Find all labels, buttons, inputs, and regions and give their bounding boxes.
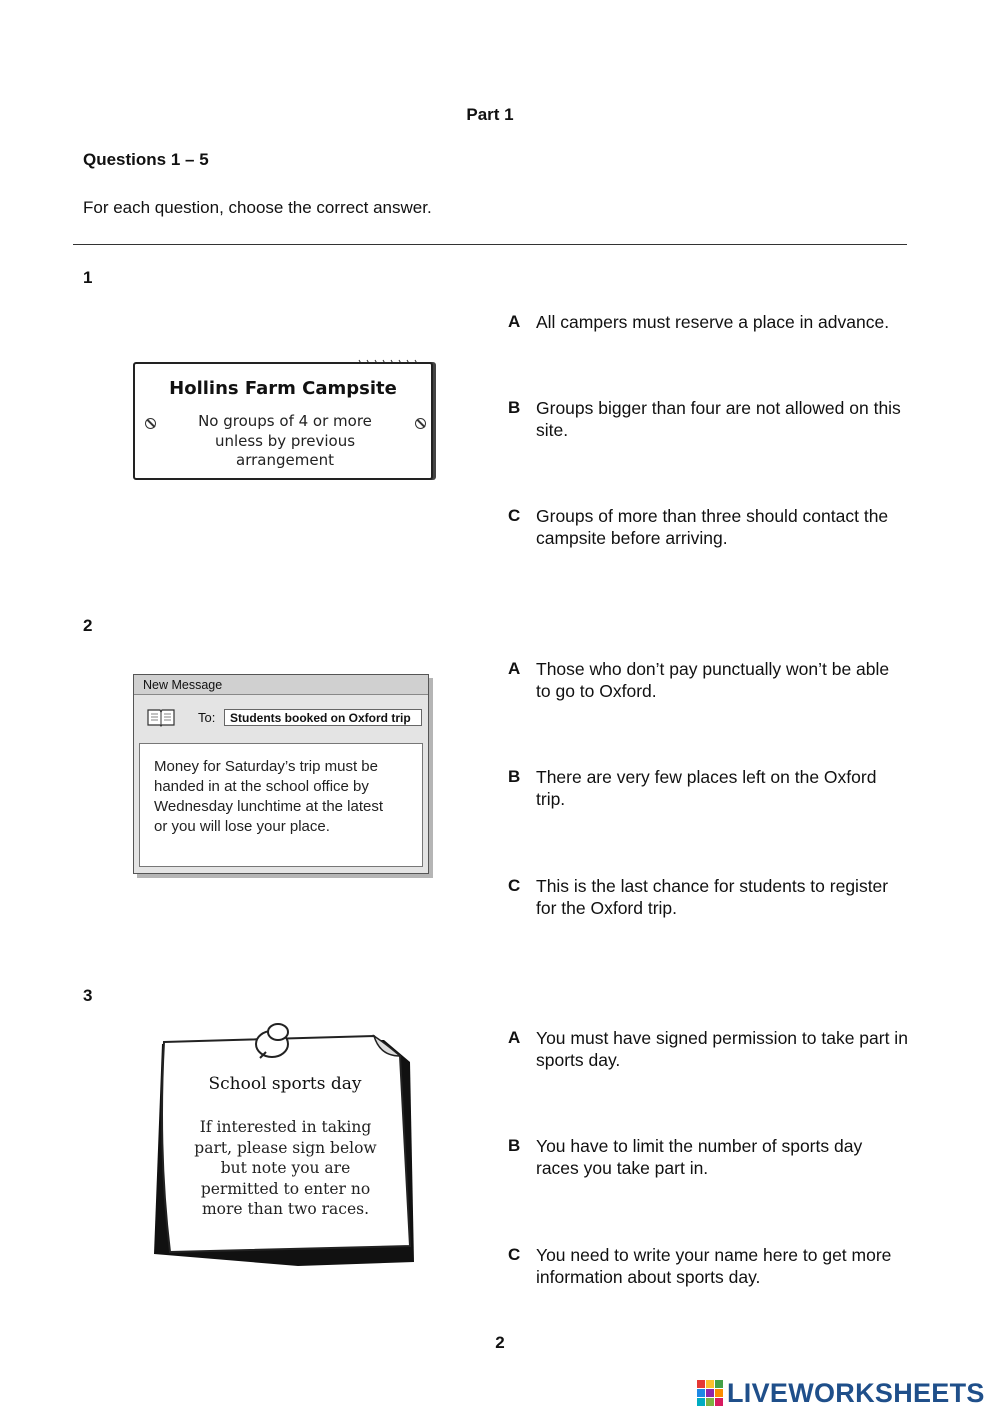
- option-3c[interactable]: [508, 1244, 908, 1288]
- email-message: [133, 674, 429, 874]
- notice-title: School sports day: [208, 1074, 362, 1094]
- logo-square: [706, 1389, 714, 1397]
- option-text: You must have signed permission to take part in sports day.: [536, 1028, 908, 1070]
- logo-square: [697, 1389, 705, 1397]
- logo-square: [706, 1380, 714, 1388]
- logo-square: [715, 1389, 723, 1397]
- notice-line: but note you are: [220, 1159, 351, 1177]
- questions-range: Questions 1 – 5: [83, 150, 209, 169]
- address-book-icon: [146, 707, 176, 727]
- question-number: 1: [83, 268, 93, 287]
- option-text: Groups of more than three should contact the campsite before arriving.: [536, 506, 889, 548]
- option-text: You need to write your name here to get more information about sports day.: [536, 1245, 892, 1287]
- part-title: Part 1: [466, 105, 514, 124]
- option-2c[interactable]: [508, 875, 908, 919]
- page-number: 2: [495, 1333, 505, 1352]
- screw-icon: [145, 418, 156, 429]
- logo-square: [697, 1398, 705, 1406]
- option-letter: B: [508, 1136, 521, 1155]
- option-1b[interactable]: [508, 397, 908, 441]
- option-letter: C: [508, 1245, 521, 1264]
- to-label: To:: [198, 710, 216, 725]
- logo-square: [715, 1398, 723, 1406]
- sign-line: arrangement: [236, 451, 334, 469]
- notice-text: [178, 1117, 393, 1220]
- email-line: or you will lose your place.: [154, 818, 330, 835]
- option-text: Those who don’t pay punctually won’t be able to go to Oxford.: [536, 659, 890, 701]
- email-body: [139, 743, 423, 867]
- option-letter: A: [508, 312, 521, 331]
- option-text: All campers must reserve a place in advance.: [536, 312, 890, 332]
- notice-line: more than two races.: [201, 1200, 370, 1218]
- campsite-sign: [133, 358, 433, 480]
- email-line: Money for Saturday’s trip must be: [154, 758, 378, 775]
- option-1c[interactable]: [508, 505, 908, 549]
- email-title-bar: New Message: [134, 675, 428, 695]
- option-letter: B: [508, 767, 521, 786]
- email-line: handed in at the school office by: [154, 778, 369, 795]
- option-1a[interactable]: [508, 311, 908, 333]
- liveworksheets-logo[interactable]: [697, 1378, 985, 1408]
- sign-line: unless by previous: [214, 431, 356, 450]
- logo-grid-icon: [697, 1380, 723, 1406]
- instruction: For each question, choose the correct answer.: [83, 198, 432, 217]
- logo-square: [706, 1398, 714, 1406]
- email-line: Wednesday lunchtime at the latest: [154, 798, 384, 815]
- option-2a[interactable]: [508, 658, 908, 702]
- to-field: Students booked on Oxford trip: [224, 709, 422, 726]
- screw-icon: [415, 418, 426, 429]
- notice-line: If interested in taking: [199, 1118, 372, 1136]
- sign-title: Hollins Farm Campsite: [169, 378, 397, 399]
- email-window: [133, 674, 429, 874]
- option-text: There are very few places left on the Oxford trip.: [536, 767, 877, 809]
- option-3a[interactable]: [508, 1027, 908, 1071]
- logo-square: [697, 1380, 705, 1388]
- question-number: 2: [83, 616, 93, 635]
- option-2b[interactable]: [508, 766, 908, 810]
- option-letter: C: [508, 876, 521, 895]
- option-text: Groups bigger than four are not allowed on this site.: [536, 398, 901, 440]
- option-text: You have to limit the number of sports day races you take part in.: [536, 1136, 863, 1178]
- sports-day-notice: [148, 1022, 418, 1272]
- question-number: 3: [83, 986, 93, 1005]
- notice-line: permitted to enter no: [200, 1179, 371, 1198]
- option-text: This is the last chance for students to register for the Oxford trip.: [536, 876, 889, 918]
- option-letter: B: [508, 398, 521, 417]
- sign-text: [175, 412, 395, 471]
- sign-line: No groups of 4 or more: [198, 412, 372, 430]
- sign-board: [133, 362, 433, 480]
- notice-line: part, please sign below: [194, 1138, 377, 1157]
- option-3b[interactable]: [508, 1135, 908, 1179]
- option-letter: A: [508, 1028, 521, 1047]
- logo-square: [715, 1380, 723, 1388]
- option-letter: A: [508, 659, 521, 678]
- option-letter: C: [508, 506, 521, 525]
- divider: [73, 244, 907, 245]
- brand-name: LIVEWORKSHEETS: [727, 1377, 985, 1408]
